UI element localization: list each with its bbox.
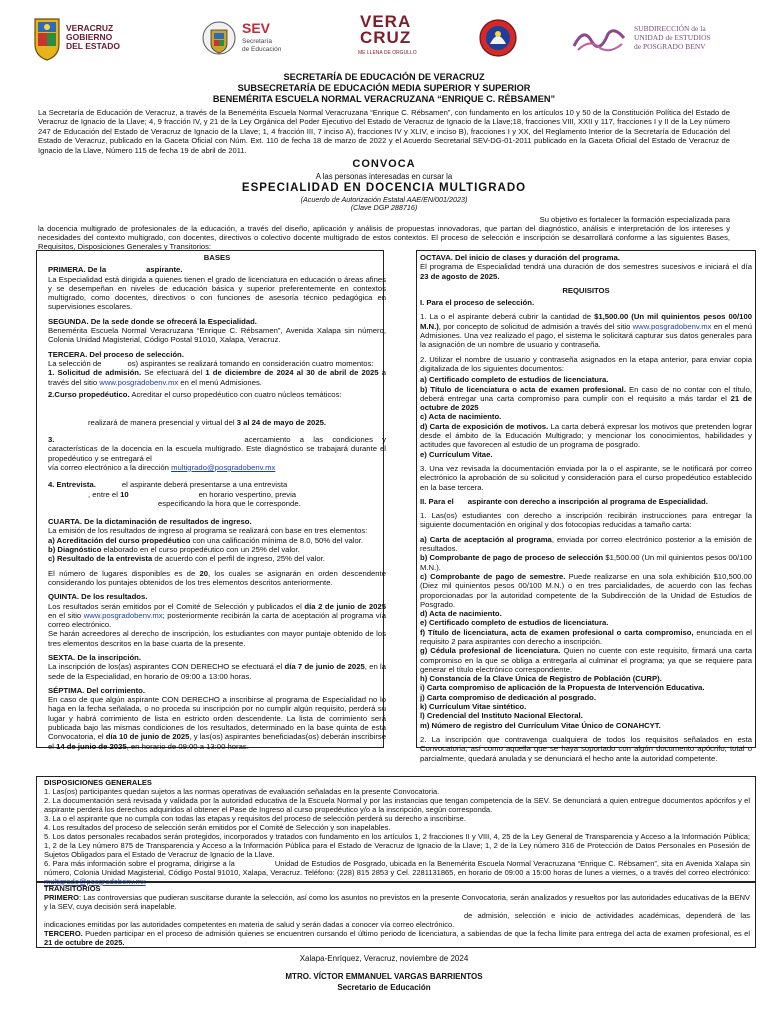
objective-paragraph (38, 215, 730, 251)
base-cuarta: CUARTA. De la dictaminación de resultados de ingreso. La emisión de los resultados de ingreso al programa se realizará con base en tres elementos: a) Acreditación del curso propedéutico con una calificación mínima de 8.0, 50% del valor. b) Diagnóstico elaborado en el curso propedéutico con un 25% del valor. c) Resultado de la entrevista de acuerdo con el perfil de ingreso, 25% del valor. (48, 517, 368, 564)
veracruz-tagline: ME LLENA DE ORGULLO (358, 50, 417, 56)
veracruz-word-2: CRUZ (360, 28, 412, 47)
sev-emblem-icon (202, 18, 236, 58)
disposicion-6: 6. Para más información sobre el programa, dirigirse a la Unidad de Estudios de Posgrado, ubicada en la Benemérita Escuela Normal Veracruzana “Enrique C. Rébsamen”, sita en Avenida Xalapa sin número, Colonia Unidad Magisterial, Código Postal 91010, Xalapa, Veracruz. Teléfono: (228) 815 2853 y Cel. 2281131865, en horario de 09:00 a 15:00 horas de lunes a viernes, o a través del correo electrónico: multigrado@posgradobenv.mx (44, 859, 750, 886)
heading-secretaria: SECRETARÍA DE EDUCACIÓN DE VERACRUZ (283, 72, 485, 82)
convoca-subtitle: A las personas interesadas en cursar la (315, 172, 453, 181)
posgrado-line-1: SUBDIRECCIÓN de la (634, 24, 706, 33)
requisito-notificacion: 3. Una vez revisada la documentación enviada por la o el aspirante, se le notificará por correo electrónico la aprobación de su solicitud y consideración para el curso propedéutico establecido en la base tercera. (420, 463, 752, 492)
disposicion-3: 3. La o el aspirante que no cumpla con todas las etapas y requisitos del proceso de selección perderá su derecho a inscribirse. (44, 814, 466, 823)
intro-paragraph: La Secretaría de Educación de Veracruz, a través de la Benemérita Escuela Normal Veracruzana “Enrique C. Rébsamen”, con fundamento en los artículos 10 y 50 de la Constitución Política del Estado de Veracruz de Ignacio de la Llave; 4, 9 fracción IV, y 21 de la Ley Orgánica del Poder Ejecutivo del Estado de Veracruz de Ignacio de la Llave;18, fracciones VIII, XXII y 117, fracciones I y II de la Ley número 247 de Educación del Estado de Veracruz de Ignacio de la Llave; 1, 4 fracción III, 7 inciso A), fracciones IV y XLIV, e inciso B), fracciones I y XX, del Reglamento Interior de la Secretaría de Educación del Estado de Veracruz, publicado en la Gaceta Oficial con Núm. Ext. 110 de fecha 18 de marzo de 2022 y el Acuerdo Secretarial SEV-DG-01-2011 publicado en la Gaceta Oficial del Estado de Veracruz de Ignacio de la Llave, Número 115 de fecha 19 de abril de 2011. (38, 108, 730, 155)
benv-seal-icon (478, 14, 518, 62)
gob-line-1: VERACRUZ (66, 23, 114, 33)
posgrado-results-link[interactable]: www.posgradobenv.mx (83, 610, 163, 620)
transitorio-primero: PRIMERO: Las controversias que pudieran suscitarse durante la selección, así como los asuntos no previstos en la presente Convocatoria, serán analizados y resueltos por las autoridades educativas de la BENV y la SEV, cuya decisión será inapelable. (44, 893, 750, 911)
base-octava: OCTAVA. Del inicio de clases y duración del programa. El programa de Especialidad tendrá una duración de dos semestres sucesivos e iniciará el día 23 de agosto de 2025. (420, 253, 752, 281)
header-logos (30, 14, 750, 64)
bases-column (48, 253, 386, 756)
dgp-key-line: (Clave DGP 288716) (350, 203, 418, 213)
program-title: ESPECIALIDAD EN DOCENCIA MULTIGRADO (241, 182, 527, 194)
program-agreement (0, 196, 768, 213)
disposicion-4: 4. Los resultados del proceso de selección serán emitidos por el Comité de Selección y son inapelables. (44, 823, 391, 832)
transitorio-tercero: TERCERO. Pueden participar en el proceso de admisión quienes se encuentren cursando el último periodo de licenciatura, a sabiendas de que la fecha límite para entrega del acta de examen profesional, es el 21 de octubre de 2025. (44, 929, 750, 947)
requisitos-seleccion: I. Para el proceso de selección. (420, 298, 535, 308)
gob-line-2: GOBIERNO (66, 32, 113, 42)
base-primera: PRIMERA. De la aspirante. La Especialidad está dirigida a quienes tienen el grado de licenciatura en educación o áreas afines y se desempeñan en niveles de educación básica y superior preferentemente en contextos multigrado, como docentes, directivos o con funciones de asesoría técnico pedagógica en supervisiones escolares. (48, 265, 386, 312)
multigrado-email-link[interactable]: multigrado@posgradobenv.mx (171, 462, 276, 472)
posgrado-admision-link[interactable]: www.posgradobenv.mx (632, 321, 712, 331)
posgrado-site-link[interactable]: www.posgradobenv.mx (99, 377, 179, 387)
gob-line-3: DEL ESTADO (66, 41, 120, 51)
signer-name: MTRO. VÍCTOR EMMANUEL VARGAS BARRIENTOS (285, 972, 483, 981)
coat-of-arms-icon (32, 16, 62, 62)
requisito-documentos-lista: a) Certificado completo de estudios de licenciatura. b) Título de licenciatura o acta de examen profesional. En caso de no contar con el título, deberá entregar una carta compromiso para cumplir con el requisito a más tardar el 21 de octubre de 2025 c) Acta de nacimiento. d) Carta de exposición de motivos. La carta deberá expresar los motivos que pretenden lograr desde el ámbito de la Educación Multigrado; y mencionar los conocimientos, habilidades y actitudes que favorecen al estudio de un programa de posgrado. e) Currículum Vitae. (420, 375, 753, 459)
requisitos-column (420, 253, 752, 768)
transitorios (44, 884, 750, 947)
sev-sub-2: de Educación (242, 45, 282, 53)
disposicion-5: 5. Los datos personales recabados serán protegidos, incorporados y tratados con fundamento en los artículos 1, 2 fracciones II y VIII, 4, 25 de la Ley General de Transparencia y Acceso a la Información Pública; 1, 2 de la Ley número 875 de Transparencia y Acceso a la Información Pública para el Estado de Veracruz de Ignacio de la Llave; 1, 2 de la Ley número 316 de Protección de Datos Personales en Posesión de Sujetos Obligados para el Estado de Veracruz de Ignacio de la Llave. (44, 832, 750, 859)
disposicion-2: 2. La documentación será revisada y validada por la autoridad educativa de la Escuela Normal y por las instancias que tengan competencia de la SEV. Se denunciará a quien entregue documentos apócrifos y el aspirante perderá los derechos adquiridos al obtener el Pase de Ingreso al curso propedéutico y/o a la inscripción, según corresponda. (44, 796, 750, 814)
agreement-line: (Acuerdo de Autorización Estatal AAE/EN/001/2023) (300, 195, 468, 204)
objective-lead: Su objetivo es fortalecer la formación especializada para (539, 215, 730, 224)
requisito-inscripcion-lista: a) Carta de aceptación al programa, enviada por correo electrónico posterior a la emisión de resultados. b) Comprobante de pago de proceso de selección $1,500.00 (Un mil quinientos pesos 00/100 M.N.). c) Comprobante de pago de semestre. Puede realizarse en una sola exhibición $10,500.00 (Diez mil quinientos pesos 00/100 M.N.) o en tres parcialidades, de acuerdo con las fechas proporcionadas por la autoridad competente de la Subdirección de la Unidad de Estudios de Posgrado. d) Acta de nacimiento. e) Certificado completo de estudios de licenciatura. f) Título de licenciatura, acta de examen profesional o carta compromiso, enunciada en el requisito 2 para aspirantes con derecho a inscripción. g) Cédula profesional de licenciatura. Quien no cuente con este requisito, firmará una carta compromiso en la que se obliga a entregarla al culminar el programa; ya que se requiere para generar el título electrónico correspondiente. h) Constancia de la Clave Única de Registro de Población (CURP). i) Carta compromiso de aplicación de la Propuesta de Intervención Educativa. j) Carta compromiso de dedicación al posgrado. k) Currículum Vitae sintético. l) Credencial del Instituto Nacional Electoral. m) Número de registro del Currículum Vitae Único de CONAHCYT. (420, 534, 753, 730)
disposiciones-title: DISPOSICIONES GENERALES (44, 778, 152, 787)
base-segunda: SEGUNDA. De la sede donde se ofrecerá la Especialidad. Benemérita Escuela Normal Veracruzana “Enrique C. Rébsamen”, Avenida Xalapa sin número, Colonia Unidad Magisterial, Código Postal 91010, Xalapa, Veracruz. (48, 316, 386, 345)
disposicion-1: 1. Las(os) participantes quedan sujetos a las normas operativas de evaluación señaladas en la presente Convocatoria. (44, 787, 440, 796)
disposiciones-generales (44, 778, 750, 886)
transitorios-title: TRANSITORIOS (44, 884, 101, 893)
cuarta-lugares: El número de lugares disponibles es de 20, los cuales se asignarán en orden descendente considerando los puntajes obtenidos de los tres elementos descritos anteriormente. (48, 568, 386, 587)
requisitos-inscripcion: II. Para el aspirante con derecho a inscripción al programa de Especialidad. (420, 496, 708, 506)
base-sexta: SEXTA. De la inscripción. La inscripción de los(as) aspirantes CON DERECHO se efectuará el día 7 de junio de 2025, en la sede de la Especialidad, en horario de 09:00 a 13:00 horas. (48, 652, 387, 681)
heading-subsecretaria: SUBSECRETARÍA DE EDUCACIÓN MEDIA SUPERIOR Y SUPERIOR (237, 83, 531, 93)
contact-email-link[interactable]: multigrado@posgradobenv.mx (44, 877, 146, 886)
posgrado-benv-logo (570, 14, 760, 64)
tercera-curso: 2.Curso propedéutico. Acreditar el curso propedéutico con cuatro núcleos temáticos: realizará de manera presencial y virtual del 3 al 24 de mayo de 2025. (48, 389, 342, 427)
base-quinta: QUINTA. De los resultados. Los resultados serán emitidos por el Comité de Selección y publicados el día 2 de junio de 2025 en el sitio www.posgradobenv.mx; posteriormente recibirán la carta de aceptación al programa vía correo electrónico. Se harán acreedores al derecho de inscripción, los estudiantes con mayor puntaje obtenido de los tres elementos descritos en la base cuarta de la presente. (48, 592, 387, 648)
sev-name: SEV (242, 20, 271, 36)
sev-sub-1: Secretaría (242, 38, 272, 45)
benv-seal-logo (478, 14, 528, 64)
place-date: Xalapa-Enríquez, Veracruz, noviembre de 2024 (299, 954, 469, 963)
posgrado-line-3: de POSGRADO BENV (634, 42, 706, 51)
bases-title: BASES (203, 253, 231, 262)
signer-role: Secretario de Educación (337, 983, 431, 992)
sev-logo (202, 14, 302, 64)
requisito-documentos: 2. Utilizar el nombre de usuario y contraseña asignados en la etapa anterior, para enviar copia digitalizada de los siguientes documentos: (420, 354, 752, 373)
veracruz-orgullo-logo (356, 14, 436, 64)
tercera-diagnostico: 3. acercamiento a las condiciones y características de la docencia en la escuela multigrado. Este diagnóstico se trabajará durante el propedéutico y se entregará el vía correo electrónico a la dirección multigrado@posgradobenv.mx (48, 435, 386, 472)
veracruz-gobierno-logo (32, 14, 152, 64)
requisito-pago: 1. La o el aspirante deberá cubrir la cantidad de $1,500.00 (Un mil quinientos pesos 00/100 M.N.), por concepto de solicitud de admisión a través del sitio www.posgradobenv.mx en el menú Admisiones. Una vez realizado el pago, el sistema le solicitará capturar sus datos generales para la asignación de un nombre de usuario y contraseña. (420, 312, 752, 350)
posgrado-line-2: UNIDAD de ESTUDIOS (634, 33, 711, 42)
convoca-title: CONVOCA (352, 158, 416, 170)
tercera-entrevista: 4. Entrevista. el aspirante deberá presentarse a una entrevista , entre el 10 en horario vespertino, previa especificando la hora que le corresponde. (48, 480, 301, 508)
requisitos-title: REQUISITOS (562, 285, 610, 295)
base-tercera: TERCERA. Del proceso de selección. La selección de os) aspirantes se realizará tomando en consideración cuatro momentos: 1. Solicitud de admisión. Se efectuará del 1 de diciembre de 2024 al 30 de abril de 2025 a través del sitio www.posgradobenv.mx en el menú Admisiones. (48, 349, 386, 387)
heading-benv: BENEMÉRITA ESCUELA NORMAL VERACRUZANA “ENRIQUE C. RÉBSAMEN” (212, 94, 556, 104)
posgrado-swirl-icon (570, 24, 630, 54)
requisito-anulacion: 2. La inscripción que contravenga cualquiera de todos los requisitos señalados en esta Convocatoria, así como aquella que se haya soportado con algún documento apócrifo, total o parcialmente, quedará anulada y se denunciará el hecho ante la autoridad competente. (420, 734, 752, 763)
objective-body: la docencia multigrado de profesionales de la educación, a través del diseño, aplicación y análisis de propuestas innovadoras, que partan del diagnóstico, análisis e interpretación de los intereses y necesidades del contexto multigrado, con docentes, directivos o colectivo docente multigrado de estos contextos. El proceso de selección e inscripción se desarrollará conforme a las siguientes Bases, Requisitos, Disposiciones Generales y Transitorios: (38, 224, 730, 251)
requisito-inscripcion-docs: 1. Las(os) estudiantes con derecho a inscripción recibirán instrucciones para entregar la siguiente documentación en original y dos fotocopias reducidas a tamaño carta: (420, 511, 752, 530)
veracruz-word-1: VERA (360, 12, 412, 31)
transitorio-segundo: de admisión, selección e inicio de actividades académicas, dependerá de las indicaciones emitidas por las autoridades competentes en materia de salud y serán dadas a conocer vía correo electrónico. (44, 911, 750, 929)
base-septima: SÉPTIMA. Del corrimiento. En caso de que algún aspirante CON DERECHO a inscribirse al programa de Especialidad no lo haga en la fecha señalada, o no proceda su inscripción por no cumplir algún requisito, perderá su lugar y habrá corrimiento de lista en estricto orden descendente. La lista de corrimiento será publicada bajo las mismas condiciones de los resultados, determinado en la base quinta de esta Convocatoria, el día 10 de junio de 2025, y las(os) aspirantes beneficiadas(os) deberán inscribirse el 14 de junio de 2025, en horario de 09:00 a 13:00 horas. (48, 685, 387, 751)
institution-headings (0, 72, 768, 105)
